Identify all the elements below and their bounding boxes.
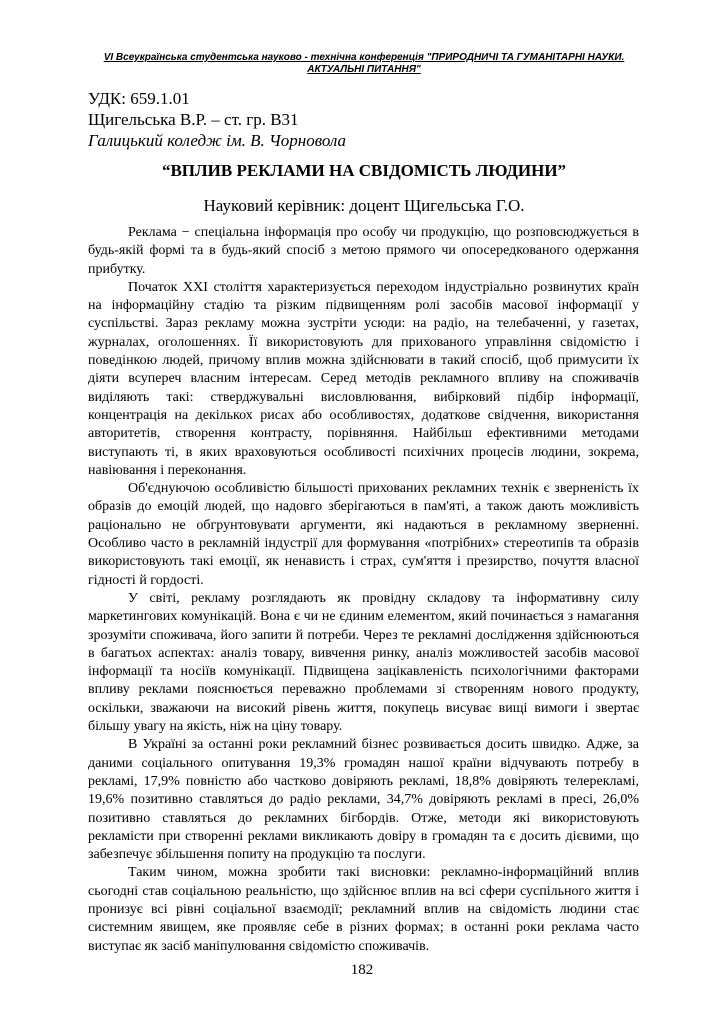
body-paragraph: У світі, рекламу розглядають як провідну складову та інформативну силу маркетингових комунікацій. Вона є чи не єдиним елементом, який починається з намагання зрозуміти споживача, його запити й потреби. Через те рекламні дослідження здійснюються в багатьох аспектах: аналіз товару, вивчення ринку, аналіз можливостей засобів масової інформації та носіїв комунікації. Підвищена зацікавленість психологічними факторами впливу реклами пояснюється переважно проблемами зі створенням нового продукту, оскільки, зважаючи на високий рівень життя, покупець висуває вищі вимоги і звертає більшу увагу на якість, ніж на ціну товару.	[88, 590, 639, 735]
article-body	[88, 224, 639, 956]
body-paragraph: Початок XXI століття характеризується переходом індустріально розвинутих країн на інформаційну стадію та різким підвищенням ролі засобів масової інформації у суспільстві. Зараз рекламу можна зустріти усюди: на радіо, на телебаченні, у газетах, журналах, оголошеннях. Її використовують для прихованого управління свідомістю і поведінкою людей, причому вплив можна здійснювати в такий спосіб, щоб примусити їх діяти всупереч власним інтересам. Серед методів рекламного впливу на споживачів виділяють такі: стверджувальні висловлювання, вибірковий підбір інформації, концентрація на декількох рисах або особливостях, додаткове свідчення, використання авторитетів, створення контрасту, порівняння. Найбільш ефективними методами виступають ті, в яких враховуються особливості психічних процесів людини, зокрема, навіювання і переконання.	[88, 279, 639, 478]
author-line: Щигельська В.Р. – ст. гр. В31	[88, 110, 299, 129]
page-number: 182	[350, 962, 374, 978]
conference-running-head	[96, 52, 632, 76]
article-title: “ВПЛИВ РЕКЛАМИ НА СВІДОМІСТЬ ЛЮДИНИ”	[161, 161, 567, 180]
body-paragraph: Реклама − спеціальна інформація про особу чи продукцію, що розповсюджується в будь-якій формі та в будь-який спосіб з метою прямого чи опосередкованого одержання прибутку.	[88, 225, 639, 277]
conference-header-line-2: АКТУАЛЬНІ ПИТАННЯ"	[307, 64, 421, 75]
supervisor-line: Науковий керівник: доцент Щигельська Г.О.	[203, 196, 525, 215]
body-paragraph: В Україні за останні роки рекламний бізнес розвивається досить швидко. Адже, за даними соціального опитування 19,3% громадян нашої країни відчувають потребу в рекламі, 17,9% повністю або частково довіряють рекламі, 18,8% довіряють телерекламі, 19,6% позитивно ставляться до радіо реклами, 34,7% довіряють рекламі в пресі, 26,0% позитивно ставляться до рекламних бігбордів. Отже, методи які використовують рекламісти при створенні реклами викликають довіру в громадян та є досить дієвими, що забезпечує збільшення попиту на продукцію та послуги.	[88, 737, 639, 863]
body-paragraph: Таким чином, можна зробити такі висновки: рекламно-інформаційний вплив сьогодні став соціальною реальністю, що здійснює вплив на всі сфери суспільного життя і пронизує всі рівні соціальної взаємодії; рекламний вплив на свідомість людини стає системним явищем, яке проявляє себе в різних формах; в останні роки реклама часто виступає як засіб маніпулювання свідомістю споживачів.	[88, 865, 639, 954]
body-paragraph: Об'єднуючою особливістю більшості прихованих рекламних технік є зверненість їх образів до емоцій людей, що надовго зберігаються в пам'яті, а також дають можливість раціонально не обгрунтовувати аргументи, які надаються в рекламному зверненні. Особливо часто в рекламній індустрії для формування «потрібних» стереотипів та образів використовують такі емоції, як ненависть і страх, сум'яття і презирство, почуття власної гідності й гордості.	[88, 481, 639, 588]
conference-header-line-1: VI Всеукраїнська студентська науково - технічна конференція "ПРИРОДНИЧІ ТА ГУМАНІТАРНІ НАУКИ.	[103, 52, 625, 63]
udk-code: УДК: 659.1.01	[88, 89, 190, 108]
institution-line: Галицький коледж ім. В. Чорновола	[88, 131, 347, 150]
article-meta	[88, 88, 648, 151]
